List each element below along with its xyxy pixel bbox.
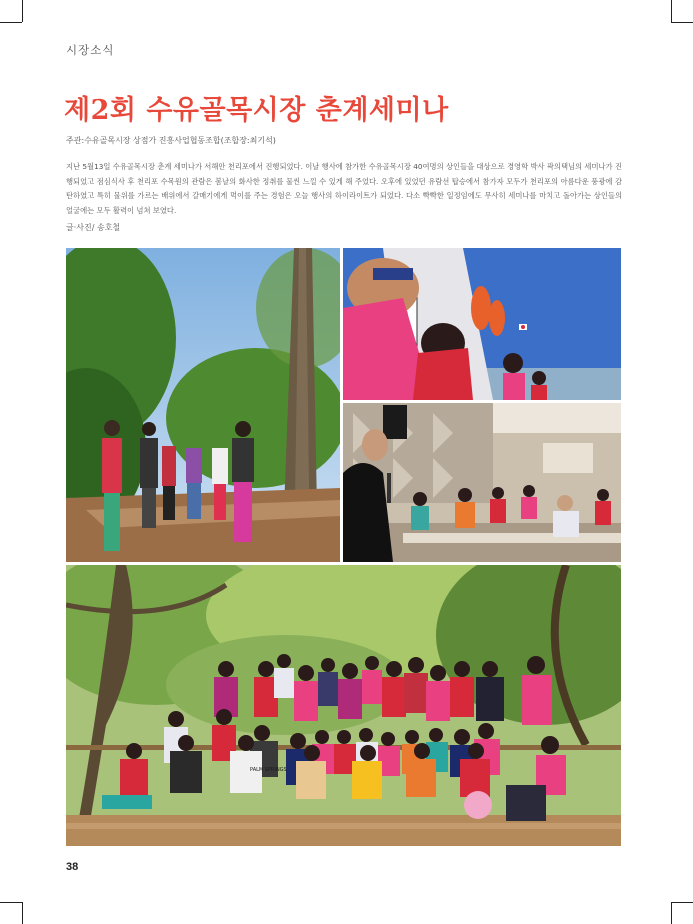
photo-boat-cruise — [343, 248, 621, 400]
page-title: 제2회 수유골목시장 춘계세미나 — [64, 95, 449, 126]
photo-forest-walk — [66, 248, 340, 562]
page-number: 38 — [66, 861, 79, 873]
byline: 글·사진/ 송호철 — [66, 223, 121, 232]
crop-mark — [671, 902, 672, 924]
cap-text: PALM SPRINGS — [250, 767, 287, 773]
photo-group — [66, 565, 621, 846]
crop-mark — [671, 0, 672, 22]
organizer-line: 주관:수유골목시장 상점가 진흥사업협동조합(조합장:최기석) — [66, 136, 276, 145]
crop-mark — [0, 902, 22, 903]
crop-mark — [0, 22, 22, 23]
article-body: 지난 5월13일 수유골목시장 춘계 세미나가 서해안 천리포에서 진행되었다. 이날 행사에 참가한 수유골목시장 40여명의 상인들을 대상으로 경영학 박사 곽의택님의 세미나가 진행되었고 점심식사 후 천리포 수목원의 관람은 봄날의 화사한 정취를 물씬 느낄 수 있게 해 주었다. 오후에 있었던 유람선 탑승에서 참가자 모두가 천리포의 아름다운 풍광에 감탄하였고 특히 물위를 가르는 배위에서 갈매기에게 먹이를 주는 경험은 오늘 행사의 하이라이트가 되었다. 다소 빡빡한 일정임에도 무사히 세미나를 마치고 돌아가는 상인들의 얼굴에는 모두 활력이 넘쳐 보였다. — [66, 162, 622, 215]
crop-mark — [671, 22, 693, 23]
section-label: 시장소식 — [66, 43, 115, 57]
crop-mark — [671, 902, 693, 903]
crop-mark — [22, 0, 23, 22]
photo-seminar — [343, 403, 621, 562]
crop-mark — [22, 902, 23, 924]
